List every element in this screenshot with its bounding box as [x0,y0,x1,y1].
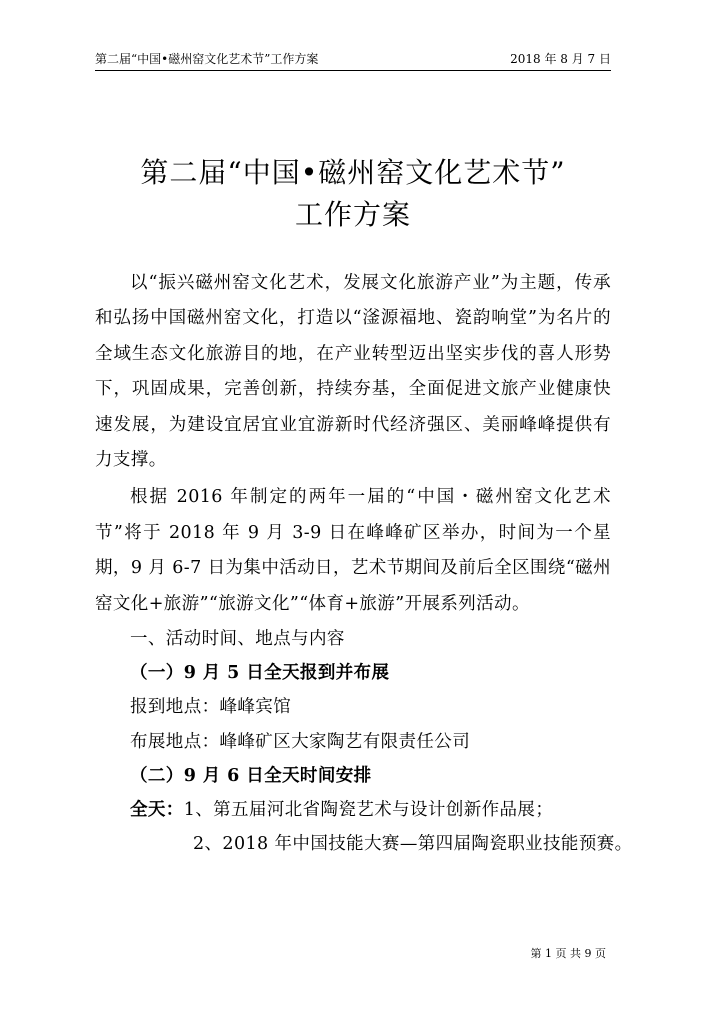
document-title [95,152,611,236]
allday-item-1-text: 1、第五届河北省陶瓷艺术与设计创新作品展； [183,800,554,820]
title-line-1: 第二届“中国•磁州窑文化艺术节” [140,156,566,189]
subsection-heading-2: （二）9 月 6 日全天时间安排 [130,765,372,786]
header-doc-title: 第二届“中国•磁州窑文化艺术节”工作方案 [95,52,319,66]
exhibit-location: 布展地点：峰峰矿区大家陶艺有限责任公司 [130,731,471,752]
subsection-heading-1: （一）9 月 5 日全天报到并布展 [130,663,390,684]
document-body [95,266,633,861]
schedule-paragraph: 根据 2016 年制定的两年一届的“中国・磁州窑文化艺术节”将于 2018 年 9 月 3-9 日在峰峰矿区举办，时间为一个星期，9 月 6-7 日为集中活动日，艺术节期间及前后全区围绕“磁州窑文化+旅游”“旅游文化”“体育+旅游”开展系列活动。 [95,487,611,614]
checkin-location: 报到地点：峰峰宾馆 [130,697,292,718]
header-date: 2018 年 8 月 7 日 [510,52,611,66]
allday-label: 全天： [130,800,184,820]
allday-item-1 [95,793,611,827]
intro-paragraph: 以“振兴磁州窑文化艺术，发展文化旅游产业”为主题，传承和弘扬中国磁州窑文化，打造以“滏源福地、瓷韵响堂”为名片的全域生态文化旅游目的地，在产业转型迈出坚实步伐的喜人形势下，巩固成果，完善创新，持续夯基，全面促进文旅产业健康快速发展，为建设宜居宜业宜游新时代经济强区、美丽峰峰提供有力支撑。 [95,273,611,471]
page-number: 第 1 页 共 9 页 [530,947,606,960]
page-header [95,48,611,71]
title-line-2: 工作方案 [294,198,411,231]
section-heading-1: 一、活动时间、地点与内容 [130,629,345,650]
allday-item-2: 2、2018 年中国技能大赛—第四届陶瓷职业技能预赛。 [193,834,633,855]
